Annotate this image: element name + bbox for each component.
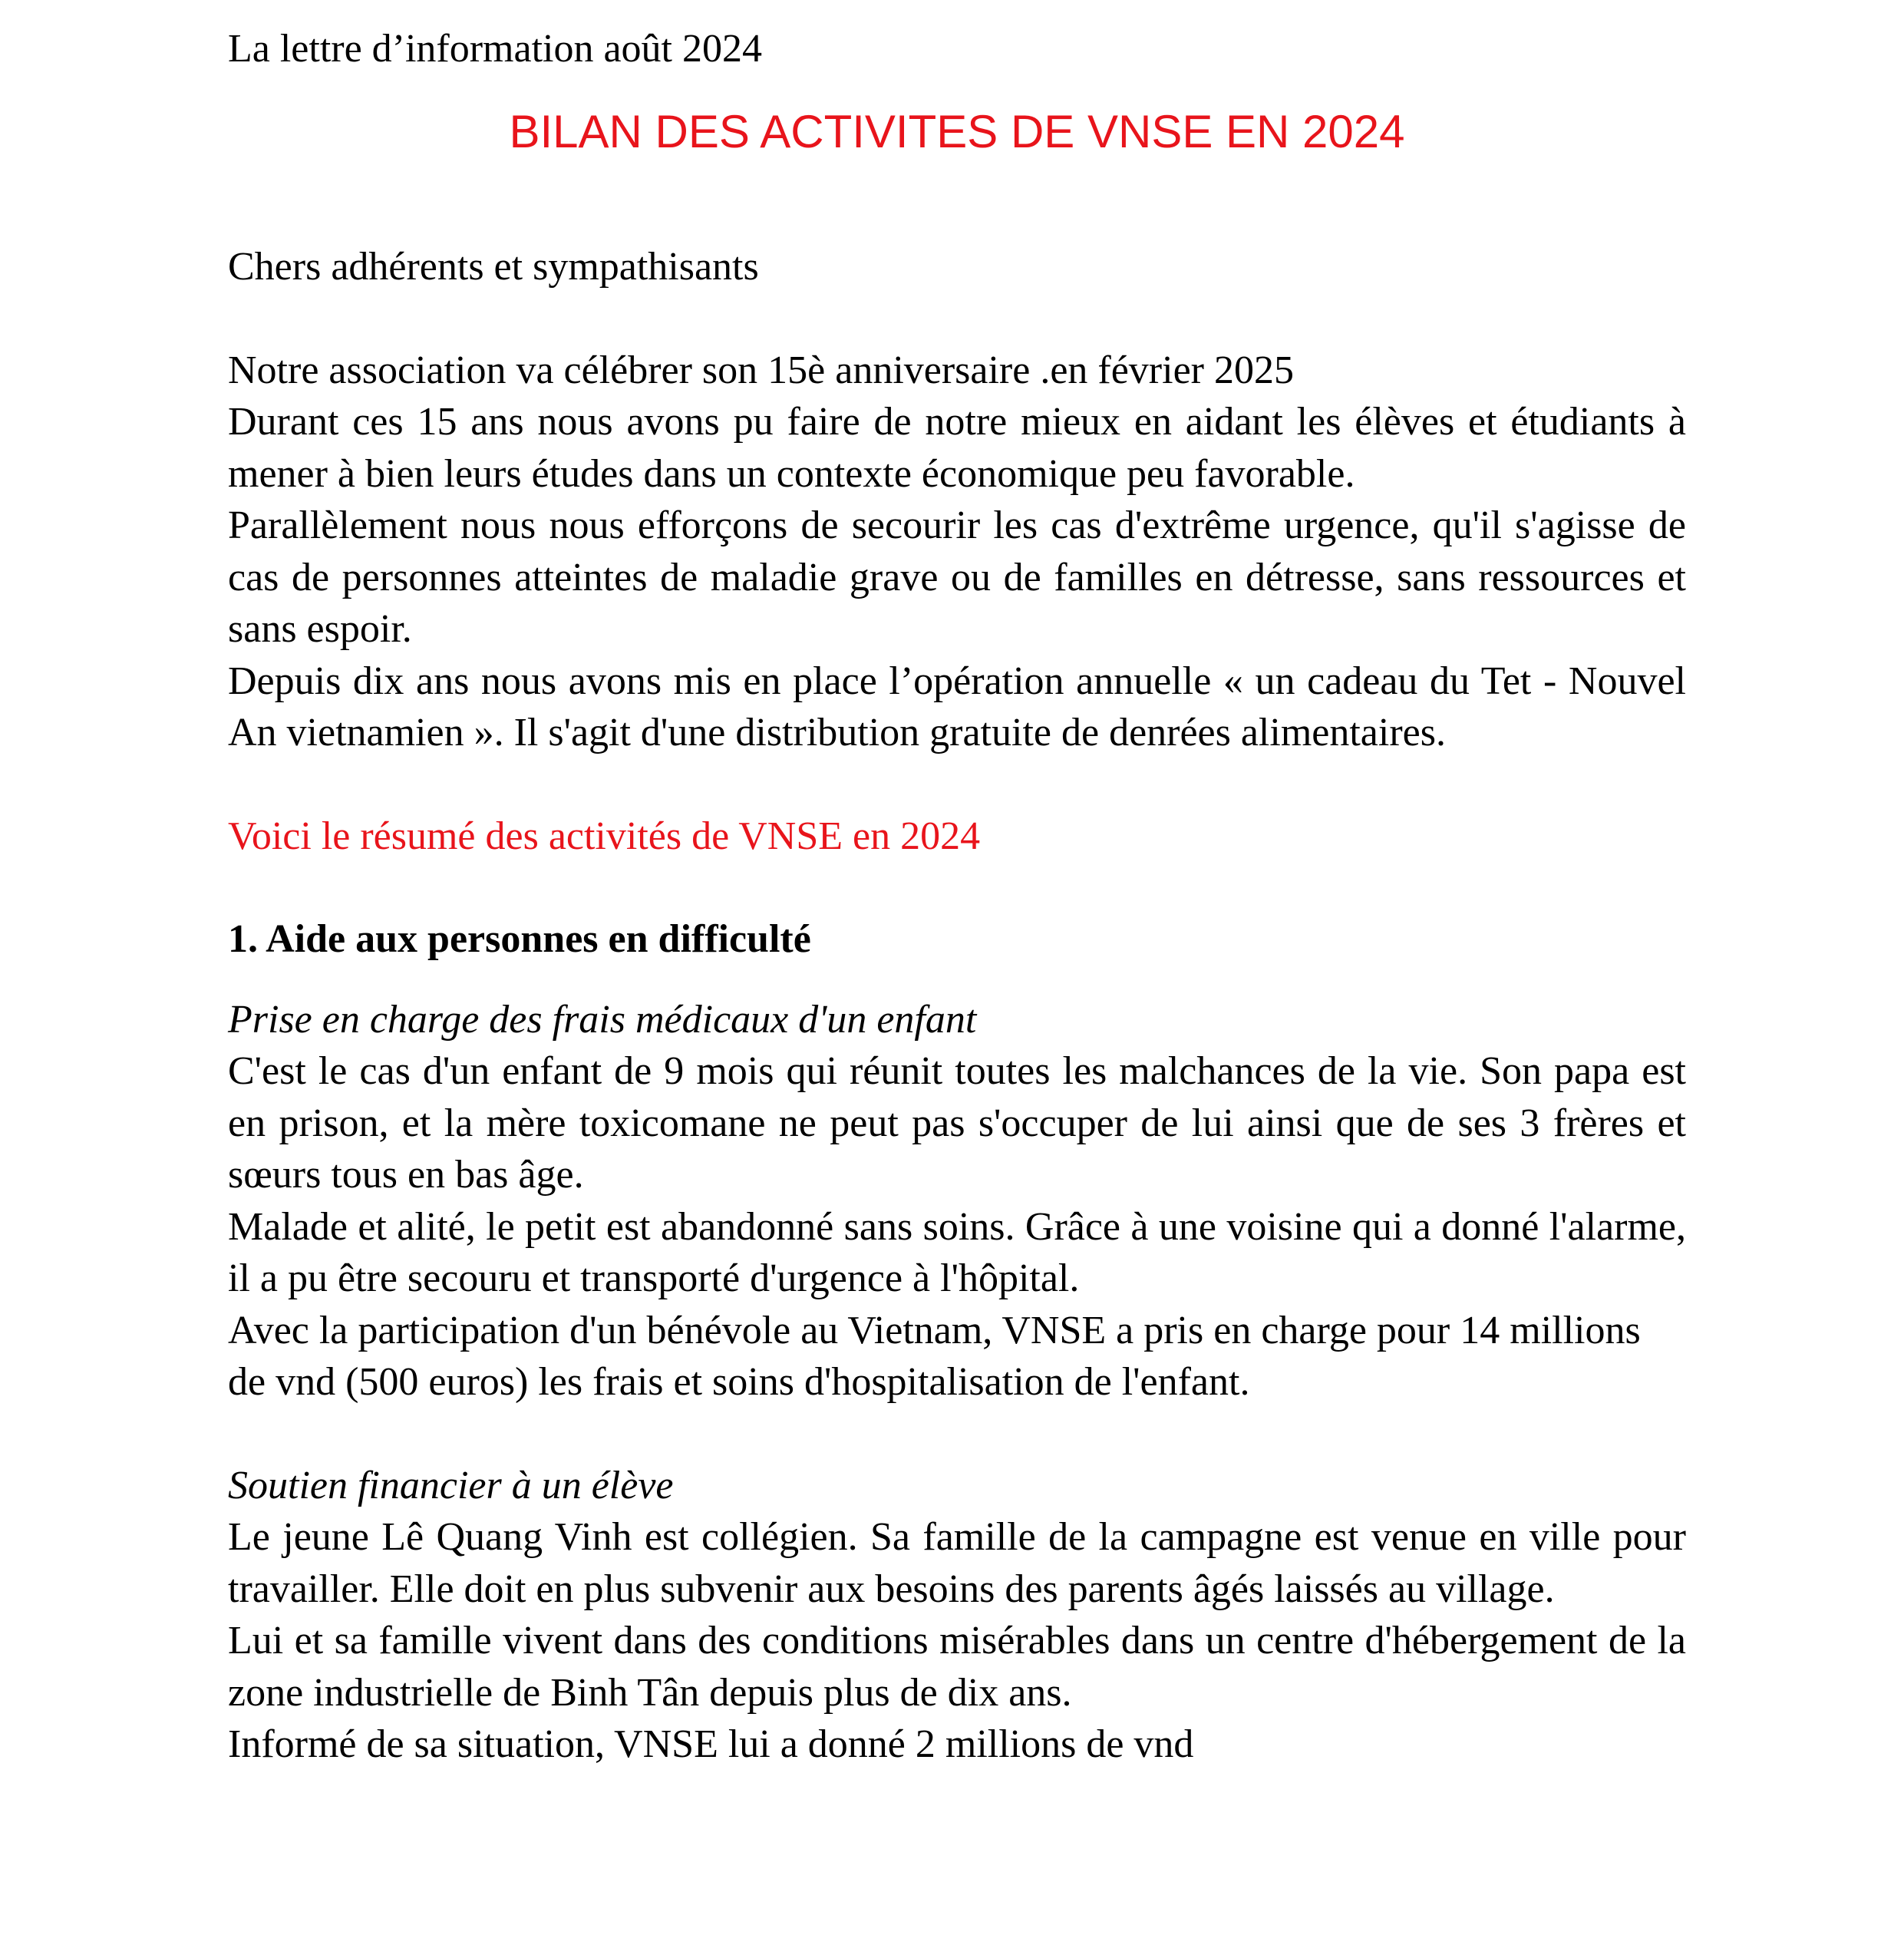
case-1-paragraph-2: Malade et alité, le petit est abandonné sans soins. Grâce à une voisine qui a donné l'alarme, il a pu être secouru et transporté d'urgence à l'hôpital.	[228, 1204, 1686, 1300]
case-1-subheading: Prise en charge des frais médicaux d'un enfant	[228, 997, 977, 1042]
summary-heading: Voici le résumé des activités de VNSE en 2024	[228, 814, 981, 858]
case-2-paragraph-3: Informé de sa situation, VNSE lui a donné 2 millions de vnd	[228, 1722, 1194, 1766]
intro-paragraph-1: Notre association va célébrer son 15è anniversaire .en février 2025	[228, 348, 1294, 392]
case-1-paragraph-3: Avec la participation d'un bénévole au Vietnam, VNSE a pris en charge pour 14 millions de vnd (500 euros) les frais et soins d'hospitalisation de l'enfant.	[228, 1308, 1641, 1404]
case-2-paragraph-2: Lui et sa famille vivent dans des conditions misérables dans un centre d'hébergement de la zone industrielle de Binh Tân depuis plus de dix ans.	[228, 1619, 1686, 1715]
newsletter-header: La lettre d’information août 2024	[228, 27, 763, 71]
newsletter-page	[228, 23, 1686, 1771]
case-2-subheading: Soutien financier à un élève	[228, 1463, 674, 1507]
case-2-paragraph-1: Le jeune Lê Quang Vinh est collégien. Sa famille de la campagne est venue en ville pour travailler. Elle doit en plus subvenir aux besoins des parents âgés laissés au village.	[228, 1515, 1686, 1611]
intro-paragraph-4: Depuis dix ans nous avons mis en place l’opération annuelle « un cadeau du Tet - Nouvel An vietnamien ». Il s'agit d'une distribution gratuite de denrées alimentaires.	[228, 659, 1686, 754]
intro-paragraph-3: Parallèlement nous nous efforçons de secourir les cas d'extrême urgence, qu'il s'agisse de cas de personnes atteintes de maladie grave ou de familles en détresse, sans ressources et sans espoir.	[228, 504, 1686, 651]
intro-paragraph-2: Durant ces 15 ans nous avons pu faire de notre mieux en aidant les élèves et étudiants à mener à bien leurs études dans un contexte économique peu favorable.	[228, 400, 1686, 496]
case-1-paragraph-1: C'est le cas d'un enfant de 9 mois qui réunit toutes les malchances de la vie. Son papa est en prison, et la mère toxicomane ne peut pas s'occuper de lui ainsi que de ses 3 frères et sœurs tous en bas âge.	[228, 1049, 1686, 1197]
document-title: BILAN DES ACTIVITES DE VNSE EN 2024	[509, 106, 1405, 157]
greeting: Chers adhérents et sympathisants	[228, 245, 759, 289]
section-1-heading: 1. Aide aux personnes en difficulté	[228, 917, 811, 961]
